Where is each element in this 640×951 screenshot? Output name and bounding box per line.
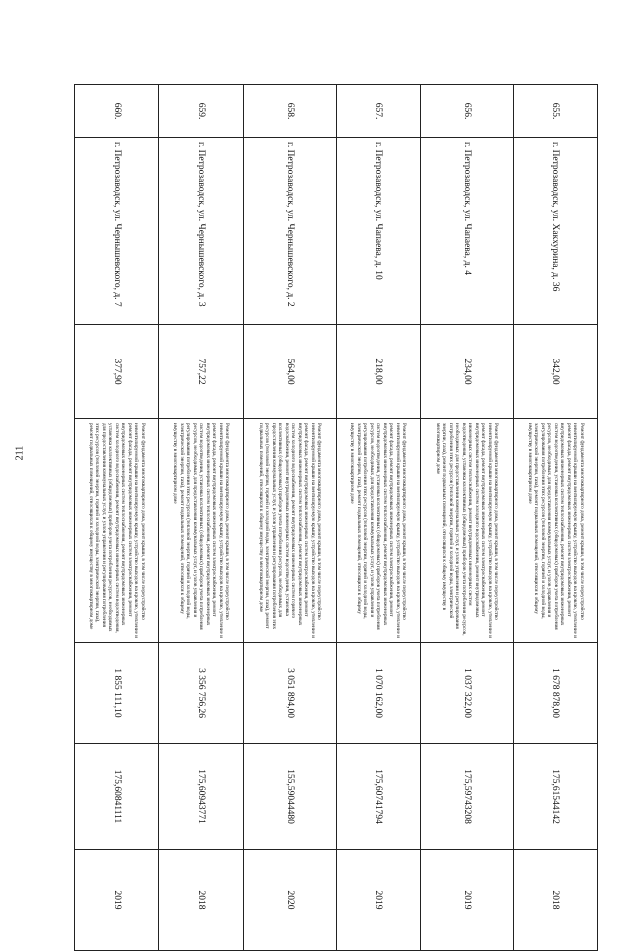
- cost-cell: 1 037 322,00: [420, 643, 513, 744]
- year-cell: 2019: [336, 850, 420, 951]
- year-cell: 2020: [243, 850, 336, 951]
- unit-cost-cell: 155,59044480: [243, 744, 336, 850]
- cost-cell: 1 070 162,00: [336, 643, 420, 744]
- row-number: 657.: [336, 85, 420, 138]
- address-cell: г. Петрозаводск, ул. Чернышевского, д. 3: [159, 138, 243, 325]
- works-description-cell: Ремонт фундамента многоквартирного дома, ремонт крыши, в том числе переустройство невентилируемой крыши на вентилируемую крышу, устройство выходов на кровлю, утепление и ремонт фасада, ремонт внутридомовых инженерных систем электроснабжения, ремонт внутридомовых инженерных систем теплоснабжения, ремонт внутридомовых инженерных систем холодного водоснабжения, ремонт внутридомовых инженерных систем водоотведения, установка коллективных (общедомовых) приборов учета потребления ресурсов, необходимых для предоставления коммунальных услуг, и узлов управления и регулирования потребления этих ресурсов (тепловой энергии, горячей и холодной воды, электрической энергии, газа), ремонт подвальных помещений, относящихся к общему имуществу в многоквартирном доме: [75, 419, 159, 643]
- unit-cost-cell: 175,61544142: [513, 744, 597, 850]
- cost-cell: 3 051 894,00: [243, 643, 336, 744]
- area-cell: 564,00: [243, 325, 336, 419]
- row-number: 660.: [75, 85, 159, 138]
- works-description-cell: Ремонт фундамента многоквартирного дома, ремонт крыши, в том числе переустройство невентилируемой крыши на вентилируемую крышу, устройство выходов на кровлю, утепление и ремонт фасада, ремонт внутридомовых инженерных систем электроснабжения, ремонт внутридомовых инженерных систем теплоснабжения, ремонт внутридомовых инженерных систем водоотведения, установка коллективных (общедомовых) приборов учета потребления ресурсов, необходимых для предоставления коммунальных услуг, и узлов управления и регулирования потребления этих ресурсов (тепловой энергии, горячей и холодной воды, электрической энергии, газа), ремонт подвальных помещений, относящихся к общему имуществу в многоквартирном доме: [513, 419, 597, 643]
- row-number: 659.: [159, 85, 243, 138]
- cost-cell: 1 855 111,10: [75, 643, 159, 744]
- rotated-table-wrapper: [74, 84, 598, 910]
- table-row: [420, 85, 513, 951]
- year-cell: 2018: [159, 850, 243, 951]
- unit-cost-cell: 175,60741794: [336, 744, 420, 850]
- address-cell: г. Петрозаводск, ул. Чапаева, д. 4: [420, 138, 513, 325]
- row-number: 656.: [420, 85, 513, 138]
- table-row: [75, 85, 159, 951]
- unit-cost-cell: 175,60841111: [75, 744, 159, 850]
- address-cell: г. Петрозаводск, ул. Чапаева, д. 10: [336, 138, 420, 325]
- row-number: 658.: [243, 85, 336, 138]
- year-cell: 2019: [75, 850, 159, 951]
- cost-cell: 3 356 756,26: [159, 643, 243, 744]
- unit-cost-cell: 175,59743208: [420, 744, 513, 850]
- year-cell: 2019: [420, 850, 513, 951]
- works-description-cell: Ремонт фундамента многоквартирного дома, ремонт крыши, в том числе переустройство невентилируемой крыши на вентилируемую крышу, устройство выходов на кровлю, утепление и ремонт фасада, ремонт внутридомовых инженерных систем электроснабжения, ремонт внутридомовых инженерных систем холодного водоснабжения, ремонт внутридомовых инженерных систем теплоснабжения, ремонт внутридомовых инженерных систем водоотведения, установка коллективных (общедомовых) приборов учета потребления ресурсов, необходимых для предоставления коммунальных услуг, и узлов управления и регулирования потребления этих ресурсов (тепловой энергии, горячей и холодной воды, электрической энергии, газа), ремонт подвальных помещений, относящихся к общему имуществу в многоквартирном доме: [420, 419, 513, 643]
- cost-cell: 1 678 878,00: [513, 643, 597, 744]
- works-description-cell: Ремонт фундамента многоквартирного дома, ремонт крыши, в том числе переустройство невентилируемой крыши на вентилируемую крышу, устройство выходов на кровлю, утепление и ремонт фасада, ремонт внутридомовых инженерных систем электроснабжения, ремонт внутридомовых инженерных систем теплоснабжения, ремонт внутридомовых инженерных систем водоотведения, установка коллективных (общедомовых) приборов учета потребления ресурсов, необходимых для предоставления коммунальных услуг, и узлов управления и регулирования потребления этих ресурсов (тепловой энергии, горячей и холодной воды, электрической энергии, газа), ремонт подвальных помещений, относящихся к общему имуществу в многоквартирном доме: [336, 419, 420, 643]
- works-description-cell: Ремонт фундамента многоквартирного дома, ремонт крыши, в том числе переустройство невентилируемой крыши на вентилируемую крышу, устройство выходов на кровлю, утепление и ремонт фасада, ремонт внутридомовых инженерных систем электроснабжения, ремонт внутридомовых инженерных систем теплоснабжения, ремонт внутридомовых инженерных систем водоотведения, установка коллективных (общедомовых) приборов учета потребления ресурсов, необходимых для предоставления коммунальных услуг, и узлов управления и регулирования потребления этих ресурсов (тепловой энергии, горячей и холодной воды, электрической энергии, газа), ремонт подвальных помещений, относящихся к общему имуществу в многоквартирном доме: [159, 419, 243, 643]
- area-cell: 218,00: [336, 325, 420, 419]
- address-cell: г. Петрозаводск, ул. Чернышевского, д. 2: [243, 138, 336, 325]
- row-number: 655.: [513, 85, 597, 138]
- table-row: [513, 85, 597, 951]
- page-number: 211: [14, 445, 26, 461]
- year-cell: 2018: [513, 850, 597, 951]
- table-row: [159, 85, 243, 951]
- table-row: [336, 85, 420, 951]
- table-row: [243, 85, 336, 951]
- area-cell: 377,90: [75, 325, 159, 419]
- capital-repair-table: [74, 84, 598, 951]
- works-description-cell: Ремонт фундамента многоквартирного дома, ремонт крыши, в том числе переустройство невентилируемой крыши на вентилируемую крышу, устройство выходов на кровлю, утепление и ремонт фасада, ремонт внутридомовых инженерных систем электроснабжения, ремонт внутридомовых инженерных систем теплоснабжения, ремонт внутридомовых инженерных систем холодного водоснабжения, ремонт внутридомовых инженерных систем горячего водоснабжения, ремонт внутридомовых инженерных систем водоотведения, установка коллективных (общедомовых) приборов учета потребления ресурсов, необходимых для предоставления коммунальных услуг, и узлов управления и регулирования потребления этих ресурсов (тепловой энергии, горячей и холодной воды, электрической энергии, газа), ремонт подвальных помещений, относящихся к общему имуществу в многоквартирном доме: [243, 419, 336, 643]
- address-cell: г. Петрозаводск, ул. Чернышевского, д. 7: [75, 138, 159, 325]
- area-cell: 757,22: [159, 325, 243, 419]
- unit-cost-cell: 175,60943771: [159, 744, 243, 850]
- address-cell: г. Петрозаводск, ул. Хакхурина, д. 36: [513, 138, 597, 325]
- area-cell: 234,00: [420, 325, 513, 419]
- area-cell: 342,00: [513, 325, 597, 419]
